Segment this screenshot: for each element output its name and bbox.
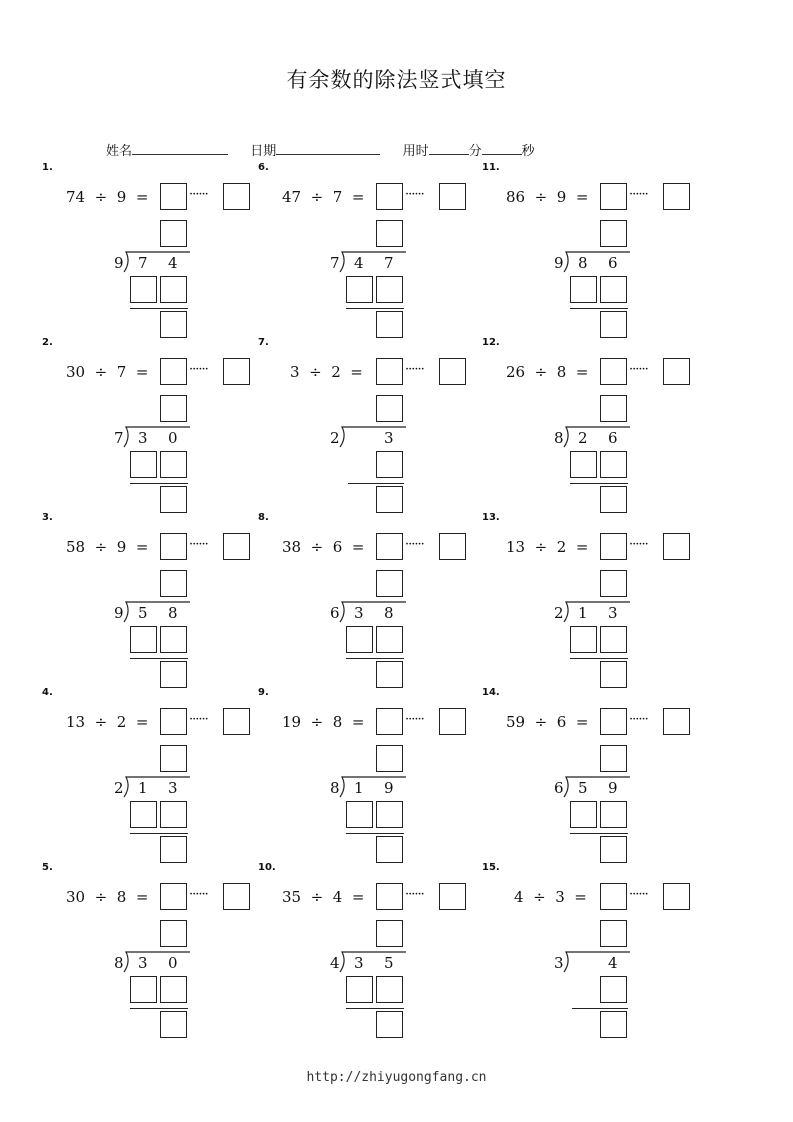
equals-sign: =: [342, 713, 365, 731]
problem-number: 4.: [42, 687, 53, 698]
subtraction-line: [346, 833, 404, 834]
division-problem: [42, 512, 262, 690]
division-problem: [482, 687, 702, 865]
remainder-dots: ······: [189, 712, 208, 727]
divisor: 6: [556, 713, 567, 731]
remainder-box[interactable]: [376, 486, 403, 513]
remainder-box[interactable]: [600, 1011, 627, 1038]
division-equation: [66, 363, 148, 381]
problem-number: 9.: [258, 687, 269, 698]
remainder-answer-box[interactable]: [663, 358, 690, 385]
divide-sign: ÷: [301, 538, 333, 556]
division-equation: [506, 363, 588, 381]
divisor: 3: [555, 888, 565, 906]
long-division-divisor: 7: [330, 254, 340, 272]
quotient-answer-box[interactable]: [600, 708, 627, 735]
remainder-dots: ······: [405, 887, 424, 902]
division-problem: [42, 337, 262, 515]
product-box-ones[interactable]: [376, 626, 403, 653]
long-division-divisor: 3: [554, 954, 564, 972]
long-division-quotient-box[interactable]: [376, 745, 403, 772]
quotient-answer-box[interactable]: [160, 533, 187, 560]
dividend-digit-ones: 0: [168, 954, 178, 972]
equals-sign: =: [340, 363, 363, 381]
long-division-divisor: 8: [114, 954, 124, 972]
dividend-digit: 3: [384, 429, 394, 447]
remainder-dots: ······: [405, 537, 424, 552]
divide-sign: ÷: [85, 713, 117, 731]
date-field[interactable]: [276, 142, 380, 155]
minutes-field[interactable]: [429, 142, 469, 155]
dividend-digit-ones: 5: [384, 954, 394, 972]
remainder-box[interactable]: [160, 661, 187, 688]
remainder-box[interactable]: [600, 486, 627, 513]
division-equation: [282, 538, 364, 556]
divide-sign: ÷: [301, 888, 333, 906]
dividend-digit-tens: 3: [138, 429, 148, 447]
dividend: 3: [290, 363, 300, 381]
divisor: 6: [332, 538, 343, 556]
divisor: 9: [116, 538, 127, 556]
subtraction-line: [570, 308, 628, 309]
product-box-tens[interactable]: [346, 276, 373, 303]
subtraction-line: [130, 1008, 188, 1009]
long-division-quotient-box[interactable]: [600, 920, 627, 947]
dividend: 74: [66, 188, 86, 206]
product-box-tens[interactable]: [570, 801, 597, 828]
dividend: 30: [66, 363, 86, 381]
dividend-digit-ones: 8: [168, 604, 178, 622]
dividend-digit-tens: 3: [354, 954, 364, 972]
long-division-quotient-box[interactable]: [600, 745, 627, 772]
division-bracket: [338, 775, 408, 799]
remainder-answer-box[interactable]: [439, 358, 466, 385]
long-division-divisor: 7: [114, 429, 124, 447]
product-box-tens[interactable]: [570, 451, 597, 478]
product-box-ones[interactable]: [160, 976, 187, 1003]
division-equation: [506, 713, 588, 731]
division-bracket: [562, 775, 632, 799]
division-bracket: [562, 425, 632, 449]
dividend: 86: [506, 188, 526, 206]
remainder-box[interactable]: [160, 836, 187, 863]
long-division-divisor: 8: [554, 429, 564, 447]
equals-sign: =: [126, 538, 149, 556]
product-box-tens[interactable]: [130, 276, 157, 303]
date-label: 日期: [250, 144, 277, 159]
dividend-digit-ones: 8: [384, 604, 394, 622]
division-equation: [66, 188, 148, 206]
dividend-digit-tens: 5: [138, 604, 148, 622]
problem-number: 1.: [42, 162, 53, 173]
student-info-line: [106, 140, 535, 159]
equals-sign: =: [566, 188, 589, 206]
product-box-tens[interactable]: [570, 276, 597, 303]
equals-sign: =: [126, 363, 149, 381]
division-problem: [482, 162, 702, 340]
product-box-ones[interactable]: [600, 451, 627, 478]
product-box-tens[interactable]: [346, 801, 373, 828]
quotient-answer-box[interactable]: [376, 183, 403, 210]
divisor: 8: [116, 888, 127, 906]
dividend-digit-ones: 6: [608, 254, 618, 272]
division-bracket: [122, 600, 192, 624]
remainder-box[interactable]: [160, 1011, 187, 1038]
dividend: 58: [66, 538, 86, 556]
remainder-box[interactable]: [160, 486, 187, 513]
divisor: 2: [116, 713, 127, 731]
equals-sign: =: [342, 888, 365, 906]
problem-number: 2.: [42, 337, 53, 348]
product-box-ones[interactable]: [376, 976, 403, 1003]
product-box[interactable]: [600, 976, 627, 1003]
subtraction-line: [570, 833, 628, 834]
divide-sign: ÷: [301, 188, 333, 206]
dividend-digit-tens: 1: [354, 779, 364, 797]
product-box-tens[interactable]: [346, 626, 373, 653]
long-division-divisor: 6: [554, 779, 564, 797]
long-division-divisor: 9: [114, 604, 124, 622]
remainder-box[interactable]: [600, 836, 627, 863]
division-equation: [282, 188, 364, 206]
dividend: 4: [514, 888, 524, 906]
remainder-dots: ······: [405, 712, 424, 727]
equals-sign: =: [566, 363, 589, 381]
remainder-answer-box[interactable]: [663, 708, 690, 735]
dividend-digit-ones: 4: [168, 254, 178, 272]
divisor: 2: [331, 363, 341, 381]
remainder-box[interactable]: [600, 311, 627, 338]
equals-sign: =: [566, 713, 589, 731]
long-division-quotient-box[interactable]: [600, 570, 627, 597]
seconds-label: 秒: [521, 144, 535, 159]
remainder-dots: ······: [629, 537, 648, 552]
dividend: 30: [66, 888, 86, 906]
subtraction-line: [348, 483, 404, 484]
subtraction-line: [570, 483, 628, 484]
dividend: 59: [506, 713, 526, 731]
division-equation: [282, 363, 363, 381]
remainder-answer-box[interactable]: [439, 708, 466, 735]
product-box-ones[interactable]: [160, 276, 187, 303]
dividend-digit-tens: 3: [138, 954, 148, 972]
problem-number: 11.: [482, 162, 500, 173]
long-division-quotient-box[interactable]: [160, 220, 187, 247]
remainder-box[interactable]: [376, 311, 403, 338]
quotient-answer-box[interactable]: [600, 183, 627, 210]
long-division-divisor: 4: [330, 954, 340, 972]
dividend: 19: [282, 713, 302, 731]
problem-number: 5.: [42, 862, 53, 873]
product-box-tens[interactable]: [130, 801, 157, 828]
remainder-answer-box[interactable]: [223, 358, 250, 385]
division-bracket: [338, 600, 408, 624]
equals-sign: =: [126, 188, 149, 206]
quotient-answer-box[interactable]: [160, 708, 187, 735]
subtraction-line: [572, 1008, 628, 1009]
problem-number: 6.: [258, 162, 269, 173]
time-label: 用时: [402, 144, 429, 159]
division-equation: [506, 538, 588, 556]
quotient-answer-box[interactable]: [376, 358, 403, 385]
divisor: 7: [332, 188, 343, 206]
dividend-digit-ones: 9: [608, 779, 618, 797]
seconds-field[interactable]: [482, 142, 522, 155]
quotient-answer-box[interactable]: [600, 533, 627, 560]
remainder-dots: ······: [629, 187, 648, 202]
division-equation: [282, 713, 364, 731]
dividend-digit-tens: 7: [138, 254, 148, 272]
long-division-quotient-box[interactable]: [376, 570, 403, 597]
divide-sign: ÷: [525, 538, 557, 556]
remainder-answer-box[interactable]: [439, 183, 466, 210]
problem-number: 15.: [482, 862, 500, 873]
dividend-digit-ones: 3: [168, 779, 178, 797]
dividend-digit-ones: 3: [608, 604, 618, 622]
remainder-dots: ······: [189, 362, 208, 377]
remainder-dots: ······: [629, 887, 648, 902]
division-problem: [42, 162, 262, 340]
remainder-answer-box[interactable]: [223, 708, 250, 735]
footer-url: http://zhiyugongfang.cn: [306, 1070, 487, 1085]
divide-sign: ÷: [85, 538, 117, 556]
divisor: 8: [556, 363, 567, 381]
divisor: 4: [332, 888, 343, 906]
product-box-tens[interactable]: [570, 626, 597, 653]
product-box-ones[interactable]: [376, 276, 403, 303]
division-problem: [42, 862, 262, 1040]
remainder-box[interactable]: [160, 311, 187, 338]
divide-sign: ÷: [525, 188, 557, 206]
remainder-answer-box[interactable]: [223, 883, 250, 910]
problem-number: 13.: [482, 512, 500, 523]
dividend: 35: [282, 888, 302, 906]
problem-number: 12.: [482, 337, 500, 348]
dividend: 13: [506, 538, 526, 556]
division-bracket: [562, 250, 632, 274]
quotient-answer-box[interactable]: [160, 358, 187, 385]
subtraction-line: [130, 483, 188, 484]
long-division-divisor: 2: [554, 604, 564, 622]
remainder-dots: ······: [405, 187, 424, 202]
division-equation: [282, 888, 364, 906]
name-label: 姓名: [106, 144, 133, 159]
division-bracket: [122, 425, 192, 449]
subtraction-line: [130, 658, 188, 659]
quotient-answer-box[interactable]: [376, 883, 403, 910]
equals-sign: =: [564, 888, 587, 906]
divide-sign: ÷: [525, 713, 557, 731]
divisor: 8: [332, 713, 343, 731]
problem-number: 3.: [42, 512, 53, 523]
subtraction-line: [130, 308, 188, 309]
long-division-quotient-box[interactable]: [600, 395, 627, 422]
remainder-answer-box[interactable]: [663, 883, 690, 910]
dividend-digit-tens: 8: [578, 254, 588, 272]
remainder-answer-box[interactable]: [223, 533, 250, 560]
problem-number: 7.: [258, 337, 269, 348]
long-division-divisor: 2: [330, 429, 340, 447]
division-bracket: [122, 775, 192, 799]
remainder-dots: ······: [189, 537, 208, 552]
problem-number: 14.: [482, 687, 500, 698]
name-field[interactable]: [132, 142, 228, 155]
remainder-answer-box[interactable]: [439, 883, 466, 910]
product-box-ones[interactable]: [600, 276, 627, 303]
division-bracket: [338, 950, 408, 974]
division-problem: [258, 687, 478, 865]
dividend-digit: 4: [608, 954, 618, 972]
subtraction-line: [570, 658, 628, 659]
product-box-ones[interactable]: [376, 801, 403, 828]
division-bracket: [562, 950, 632, 974]
product-box-ones[interactable]: [160, 626, 187, 653]
long-division-quotient-box[interactable]: [376, 920, 403, 947]
dividend-digit-ones: 0: [168, 429, 178, 447]
division-problem: [258, 512, 478, 690]
dividend-digit-tens: 2: [578, 429, 588, 447]
equals-sign: =: [342, 538, 365, 556]
divisor: 7: [116, 363, 127, 381]
quotient-answer-box[interactable]: [600, 883, 627, 910]
remainder-dots: ······: [405, 362, 424, 377]
division-problem: [482, 337, 702, 515]
equals-sign: =: [126, 713, 149, 731]
quotient-answer-box[interactable]: [376, 708, 403, 735]
product-box-tens[interactable]: [130, 451, 157, 478]
problem-number: 10.: [258, 862, 276, 873]
product-box-ones[interactable]: [160, 451, 187, 478]
remainder-dots: ······: [189, 187, 208, 202]
product-box-tens[interactable]: [130, 626, 157, 653]
equals-sign: =: [566, 538, 589, 556]
dividend-digit-ones: 6: [608, 429, 618, 447]
dividend-digit-tens: 4: [354, 254, 364, 272]
quotient-answer-box[interactable]: [160, 183, 187, 210]
dividend: 26: [506, 363, 526, 381]
long-division-quotient-box[interactable]: [160, 570, 187, 597]
dividend-digit-tens: 1: [138, 779, 148, 797]
product-box-ones[interactable]: [600, 626, 627, 653]
long-division-quotient-box[interactable]: [376, 395, 403, 422]
dividend: 38: [282, 538, 302, 556]
problem-number: 8.: [258, 512, 269, 523]
dividend: 13: [66, 713, 86, 731]
minutes-label: 分: [468, 144, 482, 159]
remainder-answer-box[interactable]: [223, 183, 250, 210]
long-division-divisor: 9: [554, 254, 564, 272]
long-division-quotient-box[interactable]: [600, 220, 627, 247]
division-bracket: [122, 250, 192, 274]
divide-sign: ÷: [85, 888, 117, 906]
remainder-box[interactable]: [376, 661, 403, 688]
dividend-digit-ones: 7: [384, 254, 394, 272]
dividend: 47: [282, 188, 302, 206]
long-division-quotient-box[interactable]: [160, 395, 187, 422]
division-problem: [258, 337, 478, 515]
remainder-dots: ······: [629, 712, 648, 727]
product-box[interactable]: [376, 451, 403, 478]
division-bracket: [122, 950, 192, 974]
division-bracket: [338, 250, 408, 274]
division-equation: [506, 888, 587, 906]
division-equation: [66, 888, 148, 906]
remainder-box[interactable]: [376, 1011, 403, 1038]
remainder-answer-box[interactable]: [663, 533, 690, 560]
long-division-quotient-box[interactable]: [160, 745, 187, 772]
subtraction-line: [346, 1008, 404, 1009]
divisor: 9: [116, 188, 127, 206]
remainder-answer-box[interactable]: [663, 183, 690, 210]
page-title: 有余数的除法竖式填空: [286, 68, 507, 92]
division-problem: [482, 862, 702, 1040]
product-box-tens[interactable]: [346, 976, 373, 1003]
divide-sign: ÷: [525, 363, 557, 381]
dividend-digit-tens: 3: [354, 604, 364, 622]
divisor: 2: [556, 538, 567, 556]
subtraction-line: [346, 658, 404, 659]
long-division-quotient-box[interactable]: [376, 220, 403, 247]
subtraction-line: [346, 308, 404, 309]
divide-sign: ÷: [299, 363, 332, 381]
division-bracket: [338, 425, 408, 449]
equals-sign: =: [126, 888, 149, 906]
remainder-dots: ······: [189, 887, 208, 902]
product-box-tens[interactable]: [130, 976, 157, 1003]
division-problem: [42, 687, 262, 865]
quotient-answer-box[interactable]: [160, 883, 187, 910]
divide-sign: ÷: [85, 363, 117, 381]
divide-sign: ÷: [85, 188, 117, 206]
dividend-digit-tens: 1: [578, 604, 588, 622]
equals-sign: =: [342, 188, 365, 206]
divide-sign: ÷: [301, 713, 333, 731]
dividend-digit-ones: 9: [384, 779, 394, 797]
dividend-digit-tens: 5: [578, 779, 588, 797]
long-division-quotient-box[interactable]: [160, 920, 187, 947]
product-box-ones[interactable]: [160, 801, 187, 828]
division-bracket: [562, 600, 632, 624]
divide-sign: ÷: [523, 888, 556, 906]
quotient-answer-box[interactable]: [600, 358, 627, 385]
division-problem: [258, 862, 478, 1040]
division-equation: [66, 538, 148, 556]
division-problem: [482, 512, 702, 690]
division-equation: [506, 188, 588, 206]
division-equation: [66, 713, 148, 731]
product-box-ones[interactable]: [600, 801, 627, 828]
remainder-box[interactable]: [376, 836, 403, 863]
remainder-box[interactable]: [600, 661, 627, 688]
remainder-dots: ······: [629, 362, 648, 377]
long-division-divisor: 8: [330, 779, 340, 797]
remainder-answer-box[interactable]: [439, 533, 466, 560]
long-division-divisor: 9: [114, 254, 124, 272]
subtraction-line: [130, 833, 188, 834]
long-division-divisor: 2: [114, 779, 124, 797]
long-division-divisor: 6: [330, 604, 340, 622]
quotient-answer-box[interactable]: [376, 533, 403, 560]
division-problem: [258, 162, 478, 340]
divisor: 9: [556, 188, 567, 206]
